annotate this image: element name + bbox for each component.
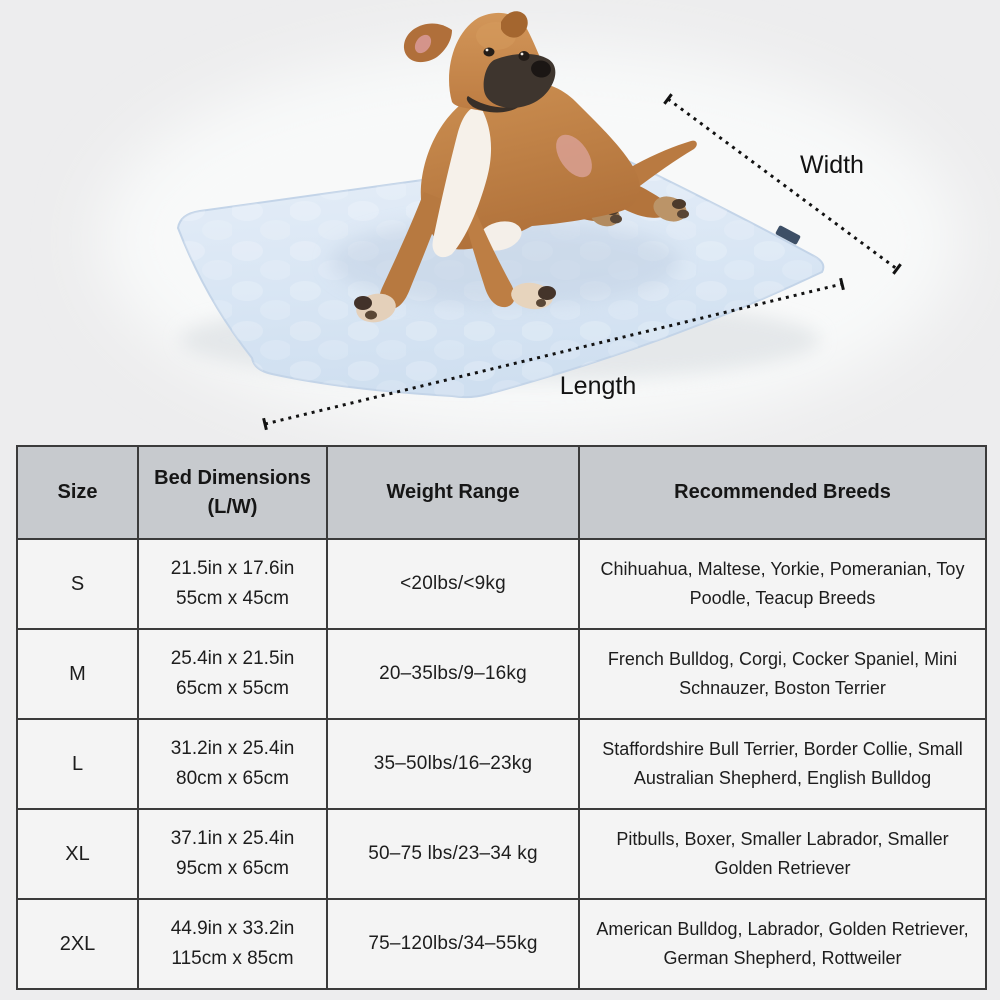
size-value: 2XL bbox=[17, 899, 138, 989]
size-chart-table bbox=[16, 445, 987, 990]
size-value: M bbox=[17, 629, 138, 719]
size-value: L bbox=[17, 719, 138, 809]
length-label: Length bbox=[559, 372, 637, 400]
weight-range-value: <20lbs/<9kg bbox=[327, 539, 579, 629]
recommended-breeds-value: American Bulldog, Labrador, Golden Retriever, German Shepherd, Rottweiler bbox=[579, 899, 986, 989]
weight-range-value: 35–50lbs/16–23kg bbox=[327, 719, 579, 809]
table-row bbox=[17, 809, 986, 899]
weight-range-value: 75–120lbs/34–55kg bbox=[327, 899, 579, 989]
header-bed-dimensions: Bed Dimensions (L/W) bbox=[138, 446, 327, 539]
width-label: Width bbox=[800, 151, 864, 179]
dimensions-value: 37.1in x 25.4in 95cm x 65cm bbox=[138, 809, 327, 899]
size-value: XL bbox=[17, 809, 138, 899]
dog-eye-left bbox=[484, 48, 495, 57]
header-weight-range: Weight Range bbox=[327, 446, 579, 539]
dimensions-value: 21.5in x 17.6in 55cm x 45cm bbox=[138, 539, 327, 629]
hero-illustration bbox=[0, 0, 1000, 445]
header-recommended-breeds: Recommended Breeds bbox=[579, 446, 986, 539]
dimensions-value: 25.4in x 21.5in 65cm x 55cm bbox=[138, 629, 327, 719]
table-header-row bbox=[17, 446, 986, 539]
recommended-breeds-value: Chihuahua, Maltese, Yorkie, Pomeranian, Toy Poodle, Teacup Breeds bbox=[579, 539, 986, 629]
dimensions-value: 31.2in x 25.4in 80cm x 65cm bbox=[138, 719, 327, 809]
table-row bbox=[17, 629, 986, 719]
table-row bbox=[17, 899, 986, 989]
dog-eye-right bbox=[519, 51, 530, 61]
weight-range-value: 50–75 lbs/23–34 kg bbox=[327, 809, 579, 899]
table-row bbox=[17, 719, 986, 809]
size-value: S bbox=[17, 539, 138, 629]
product-photo bbox=[0, 0, 1000, 445]
recommended-breeds-value: French Bulldog, Corgi, Cocker Spaniel, Mini Schnauzer, Boston Terrier bbox=[579, 629, 986, 719]
header-size: Size bbox=[17, 446, 138, 539]
recommended-breeds-value: Staffordshire Bull Terrier, Border Collie, Small Australian Shepherd, English Bulldog bbox=[579, 719, 986, 809]
weight-range-value: 20–35lbs/9–16kg bbox=[327, 629, 579, 719]
recommended-breeds-value: Pitbulls, Boxer, Smaller Labrador, Smaller Golden Retriever bbox=[579, 809, 986, 899]
dimensions-value: 44.9in x 33.2in 115cm x 85cm bbox=[138, 899, 327, 989]
table-row bbox=[17, 539, 986, 629]
